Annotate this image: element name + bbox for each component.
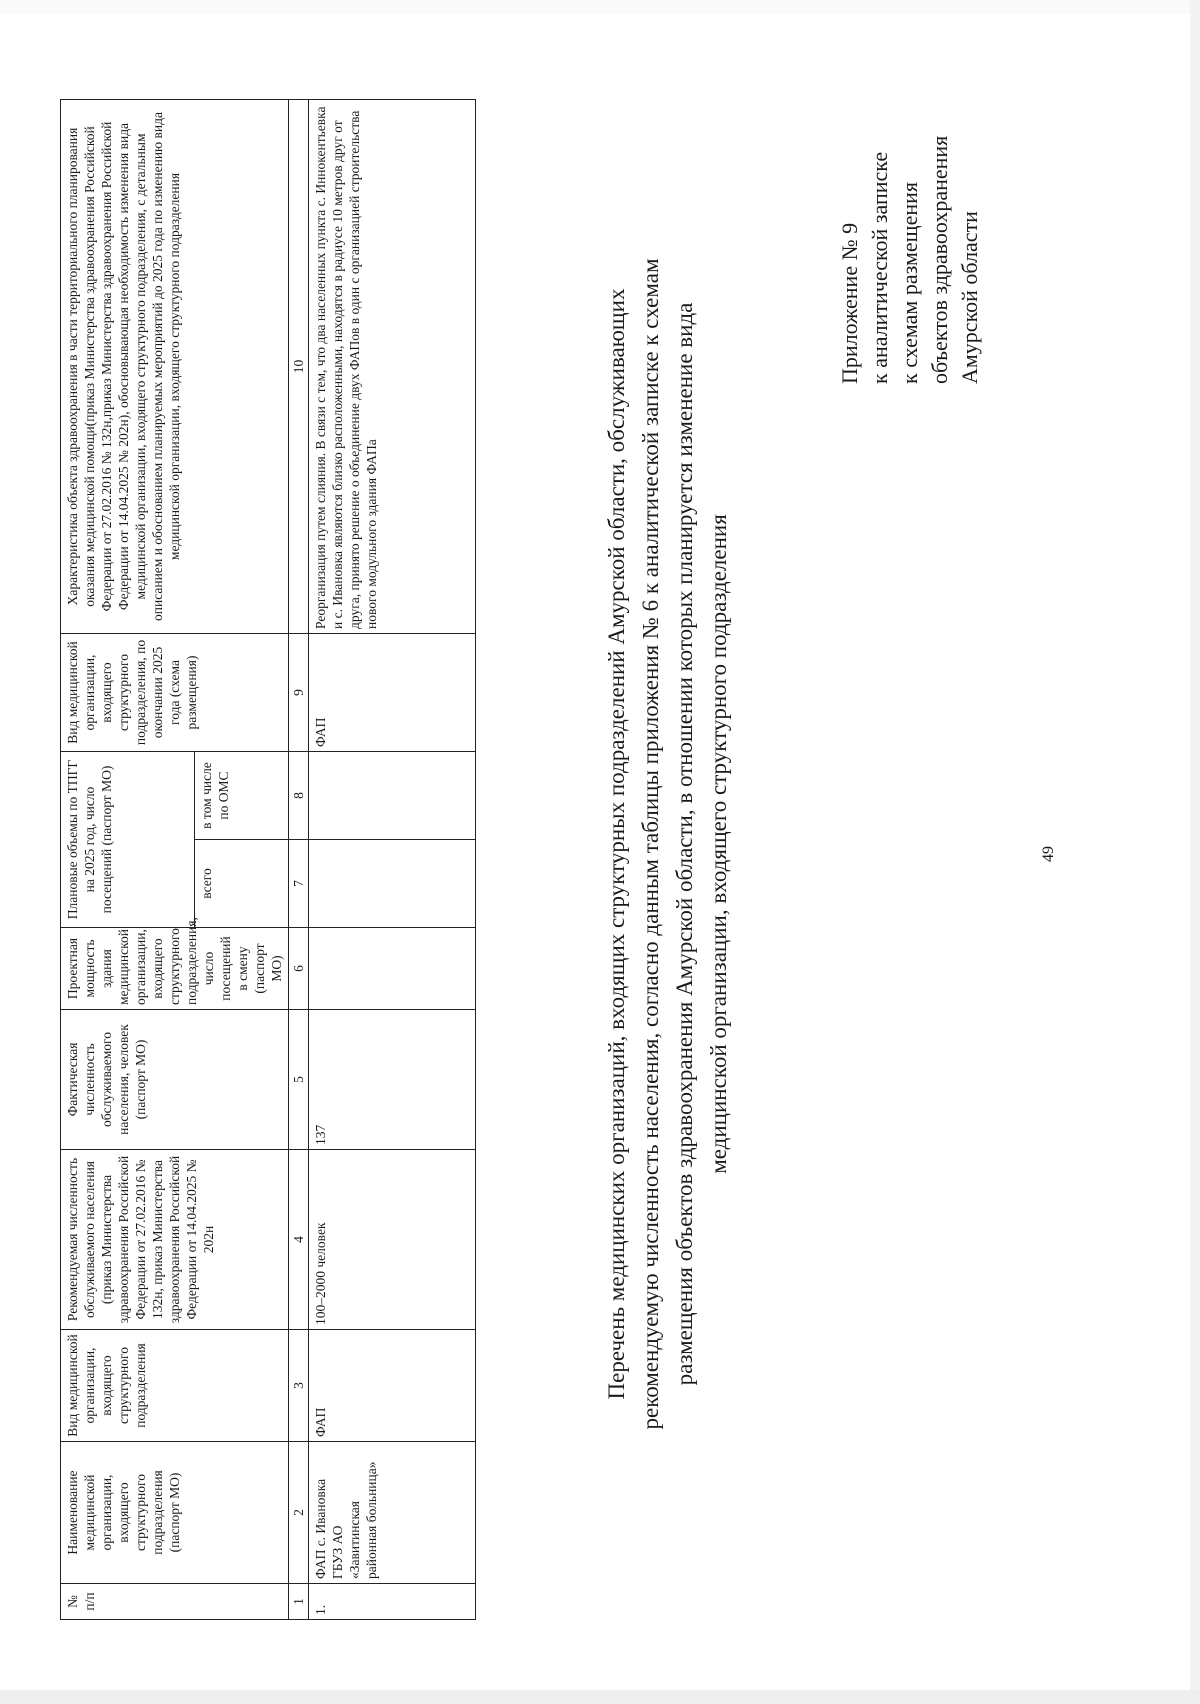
header-oms: в том числе по ОМС [194, 752, 288, 840]
page-number: 49 [1040, 846, 1057, 862]
appendix-line: Приложение № 9 [837, 222, 862, 384]
column-number: 2 [289, 1442, 309, 1584]
cell-number: 1. [309, 1584, 476, 1620]
column-number: 4 [289, 1150, 309, 1330]
appendix-line: Амурской области [957, 211, 982, 384]
column-number: 7 [289, 840, 309, 928]
cell-actual-population: 137 [309, 1010, 476, 1150]
document-title [600, 144, 736, 1544]
column-number: 3 [289, 1330, 309, 1442]
header-number: № п/п [61, 1584, 289, 1620]
cell-total [309, 840, 476, 928]
title-line: рекомендуемую численность населения, согласно данным таблицы приложения № 6 к аналитической записке к схемам [638, 258, 663, 1430]
header-design-capacity: Проектная мощность здания медицинской организации, входящего структурного подразделения, число посещений в смену (паспорт МО) [61, 928, 289, 1010]
header-planned-volumes: Плановые объемы по ТПГГ на 2025 год, число посещений (паспорт МО) [61, 752, 195, 928]
table-row [309, 100, 476, 1620]
column-number: 8 [289, 752, 309, 840]
cell-recommended-population: 100–2000 человек [309, 1150, 476, 1330]
column-number: 1 [289, 1584, 309, 1620]
cell-oms [309, 752, 476, 840]
header-actual-population: Фактическая численность обслуживаемого населения, человек (паспорт МО) [61, 1010, 289, 1150]
header-row [61, 100, 195, 1620]
header-total: всего [194, 840, 288, 928]
appendix-line: к аналитической записке [867, 151, 892, 384]
cell-characteristic: Реорганизация путем слияния. В связи с тем, что два населенных пункта с. Иннокентьевка и с. Ивановка являются близко расположенными, находятся в радиусе 10 метров друг от друга, принято решение о объединение двух ФАПов в один с организацией строительства нового модульного здания ФАПа [309, 100, 476, 634]
column-number: 9 [289, 634, 309, 752]
cell-design-capacity [309, 928, 476, 1010]
header-name: Наименование медицинской организации, входящего структурного подразделения (паспорт МО) [61, 1442, 289, 1584]
appendix-line: к схемам размещения [897, 181, 922, 384]
header-characteristic: Характеристика объекта здравоохранения в части территориального планирования оказания медицинской помощи(приказ Министерства здравоохранения Российской Федерации от 27.02.2016 № 132н,приказ Министерства здравоохранения Российской Федерации от 14.04.2025 № 202н), обосновывающая необходимость изменения вида медицинской организации, входящего структурного подразделения, с детальным описанием и обоснованием планируемых мероприятий до 2025 года по изменению вида медицинской организации, входящего структурного подразделения [61, 100, 289, 634]
appendix-line: объектов здравоохранения [927, 135, 952, 384]
header-type: Вид медицинской организации, входящего структурного подразделения [61, 1330, 289, 1442]
cell-name: ФАП с. Ивановка ГБУЗ АО «Завитинская районная больница» [309, 1442, 476, 1584]
title-line: медицинской организации, входящего структурного подразделения [706, 514, 731, 1174]
organizations-table [60, 99, 476, 1620]
title-line: Перечень медицинских организаций, входящих структурных подразделений Амурской области, обслуживающих [604, 288, 629, 1400]
cell-type: ФАП [309, 1330, 476, 1442]
title-line: размещения объектов здравоохранения Амурской области, в отношении которых планируется изменение вида [672, 302, 697, 1386]
header-type-2025: Вид медицинской организации, входящего структурного подразделения, по окончании 2025 года (схема размещения) [61, 634, 289, 752]
appendix-header [835, 54, 985, 384]
column-number: 5 [289, 1010, 309, 1150]
column-number-row [289, 100, 309, 1620]
header-recommended-population: Рекомендуемая численность обслуживаемого населения (приказ Министерства здравоохранения Российской Федерации от 27.02.2016 № 132н, приказ Министерства здравоохранения Российской Федерации от 14.04.2025 № 202н [61, 1150, 289, 1330]
column-number: 10 [289, 100, 309, 634]
column-number: 6 [289, 928, 309, 1010]
cell-type-2025: ФАП [309, 634, 476, 752]
